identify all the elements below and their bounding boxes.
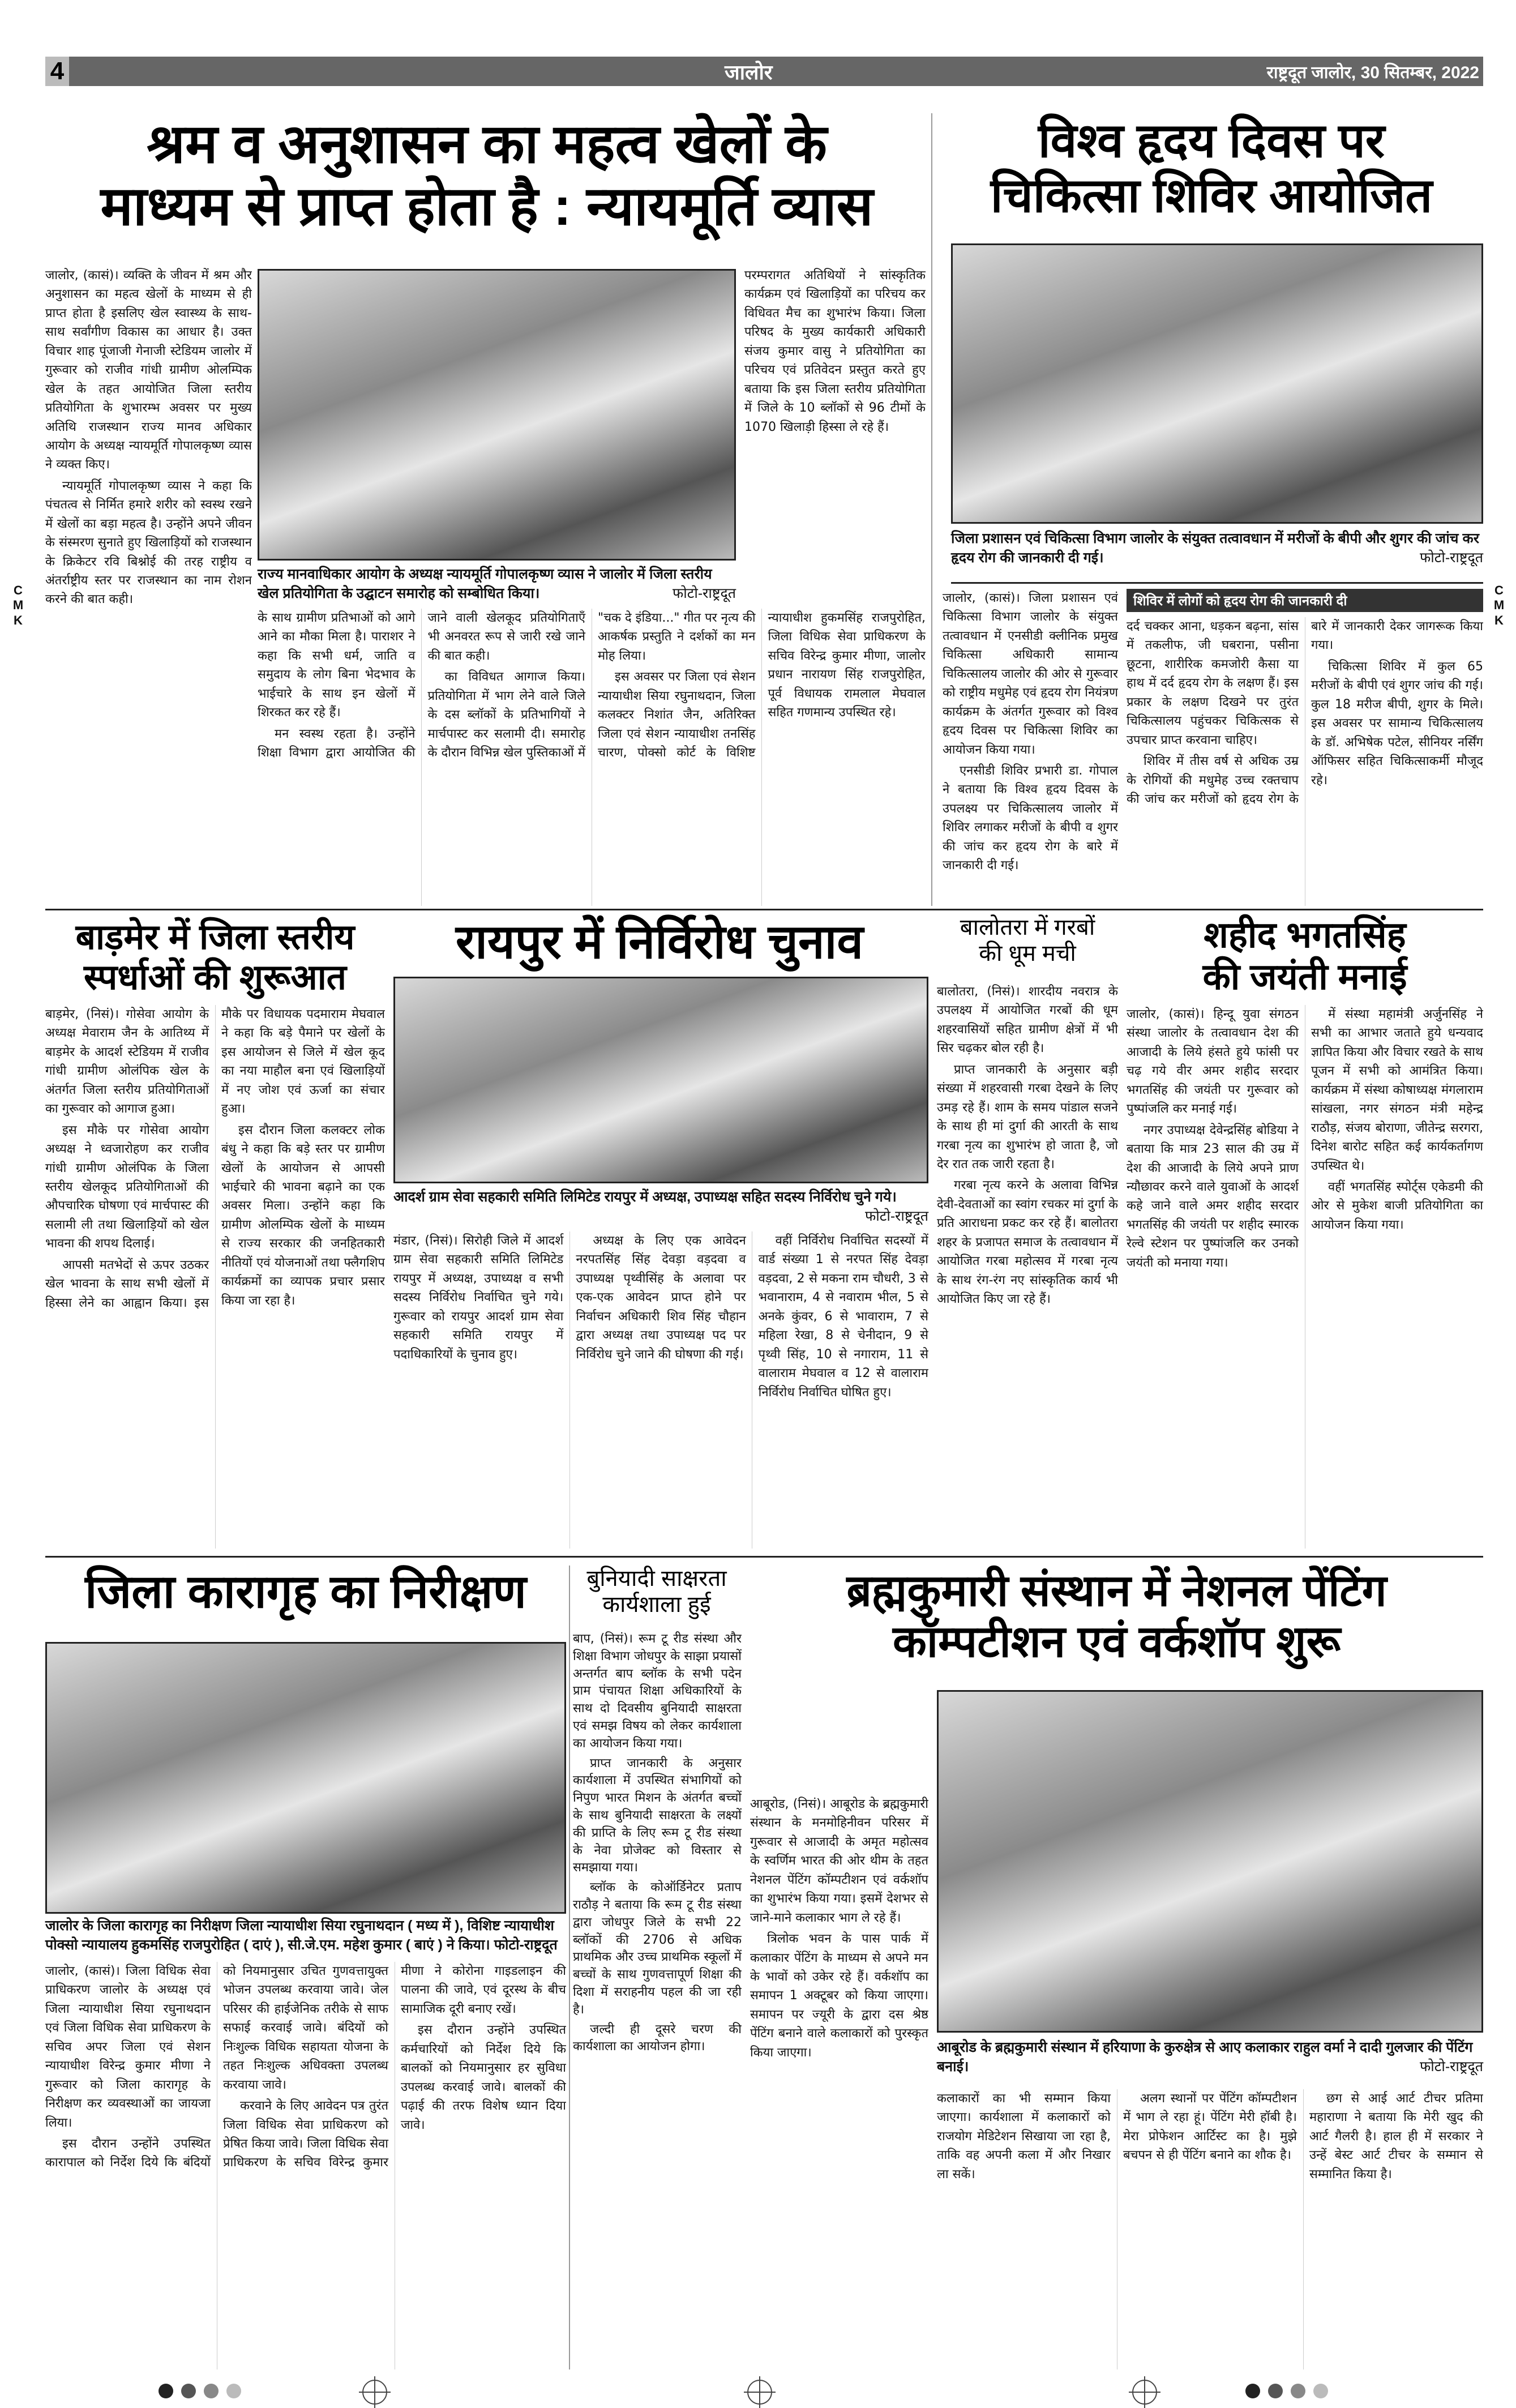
registration-mark-icon bbox=[747, 2380, 772, 2405]
photo-credit: फोटो-राष्ट्रदूत bbox=[1420, 2058, 1483, 2075]
dot bbox=[1268, 2384, 1283, 2398]
lead-paragraph: जालोर, (कासं)। व्यक्ति के जीवन में श्रम और अनुशासन का महत्व खेलों के माध्यम से ही प्राप्त होता है इसलिए खेल स्वास्थ्य के साथ-साथ सर्वांगीण विकास का आधार है। उक्त विचार शाह पूंजाजी गेनाजी स्टेडियम जालोर में गुरूवार को राजीव गांधी ग्रामीण ओलम्पिक खेल के तहत आयोजित जिला स्तरीय प्रतियोगिता के शुभारम्भ अवसर पर मुख्य अतिथि राजस्थान राज्य मानव अधिकार आयोग के अध्यक्ष न्यायमूर्ति गोपालकृष्ण व्यास ने व्यक्त किए। bbox=[45, 268, 252, 472]
paragraph: इस मौके पर गोसेवा आयोग अध्यक्ष ने ध्वजारोहण कर राजीव गांधी ग्रामीण ओलंपिक के जिला स्तरीय खेलकूद प्रतियोगिताओं की औपचारिक घोषणा एवं मार्चपास्ट की सलामी ली तथा खिलाड़ियों को खेल भावना की शपथ दिलाई। bbox=[45, 1123, 209, 1251]
row-divider bbox=[45, 1556, 1483, 1558]
headline-line: ब्रह्मकुमारी संस्थान में नेशनल पेंटिंग bbox=[846, 1566, 1387, 1615]
story2-photo bbox=[951, 243, 1483, 524]
paragraph: कलाकारों का भी सम्मान किया जाएगा। कार्यशाला में कलाकारों को राजयोग मेडिटेशन सिखाया जा रहा है, ताकि वह अपनी कला में और निखार ला सकें। bbox=[937, 2092, 1111, 2182]
paragraph: का विविधत आगाज किया। प्रतियोगिता में भाग लेने वाले जिले के दस ब्लॉकों के प्रतिभागियों ने मार्चपास्ट कर सलामी दी। समारोह के दौरान विभिन्न खेल पुस्तिकाओं में "चक दे इंडिया..." गीत पर नृत्य की आकर्षक प्रस्तुति ने दर्शकों का मन मोह लिया। bbox=[427, 611, 756, 760]
mark-k: K bbox=[1494, 613, 1504, 627]
cmyk-mark-left bbox=[11, 583, 25, 628]
dot bbox=[1291, 2384, 1305, 2398]
story4-caption bbox=[393, 1188, 928, 1226]
caption-text: जालोर के जिला कारागृह का निरीक्षण जिला न्यायाधीश सिया रघुनाथदान ( मध्य में ), विशिष्ट न्यायाधीश पोक्सो न्यायालय हुकमसिंह राजपुरोहित ( दाएं ), सी.जे.एम. महेश कुमार ( बाएं ) ने किया। bbox=[45, 1918, 554, 1953]
caption-text: जिला प्रशासन एवं चिकित्सा विभाग जालोर के संयुक्त तत्वावधान में मरीजों के बीपी और शुगर की जांच कर हृदय रोग की जानकारी दी गई। bbox=[951, 531, 1479, 566]
paragraph: जल्दी ही दूसरे चरण की कार्यशाला का आयोजन होगा। bbox=[573, 2022, 742, 2054]
story5-headline bbox=[934, 914, 1121, 966]
story9-body-left bbox=[750, 1795, 928, 2369]
headline-line: बाड़मेर में जिला स्तरीय bbox=[75, 918, 355, 957]
dot bbox=[204, 2384, 219, 2398]
paragraph: न्यायमूर्ति गोपालकृष्ण व्यास ने कहा कि पंचतत्व से निर्मित हमारे शरीर को स्वस्थ रखने में खेलों का बड़ा महत्व है। उन्होंने अपने जीवन के संस्मरण सुनाते हुए खिलाड़ियों को राजस्थान के क्रिकेटर रवि बिश्नोई की तरह राष्ट्रीय व अंतर्राष्ट्रीय स्तर पर राजस्थान का नाम रोशन करने की बात कही। bbox=[45, 478, 252, 607]
color-dots-left bbox=[159, 2384, 249, 2401]
headline-line: की जयंती मनाई bbox=[1202, 956, 1407, 997]
story1-lead bbox=[45, 266, 252, 906]
story3-body bbox=[45, 1005, 385, 1549]
mark-m: M bbox=[1493, 598, 1505, 613]
paragraph: शिविर में तीस वर्ष से अधिक उम्र के रोगियों की मधुमेह उच्च रक्तचाप की जांच कर मरीजों को हृदय रोग के बारे में जानकारी देकर जागरूक किया गया। bbox=[1127, 619, 1483, 806]
headline-line: बुनियादी साक्षरता bbox=[586, 1566, 727, 1591]
story8-body bbox=[573, 1631, 742, 2369]
paragraph: एनसीडी शिविर प्रभारी डा. गोपाल ने बताया कि विश्व हृदय दिवस के उपलक्ष्य पर चिकित्सालय जालोर में शिविर लगाकर मरीजों के बीपी व शुगर की जांच कर हृदय रोग के बारे में जानकारी दी गई। bbox=[943, 763, 1118, 873]
story7-photo bbox=[45, 1642, 566, 1914]
paragraph: नगर उपाध्यक्ष देवेन्द्रसिंह बोडिया ने बताया कि मात्र 23 साल की उम्र में देश की आजादी के लिये अपने प्राण न्यौछावर करने वाले युवाओं के आदर्श कहे जाने वाले अमर शहीद सरदार भगतसिंह की जयंती पर शहीद स्मारक रेल्वे स्टेशन पर पुष्पांजलि कर उनको जयंती को मनाया गया। bbox=[1127, 1123, 1299, 1270]
registration-mark-icon bbox=[362, 2380, 387, 2405]
column-divider bbox=[931, 113, 932, 906]
paragraph: मंडार, (निसं)। सिरोही जिले में आदर्श ग्राम सेवा सहकारी समिति लिमिटेड रायपुर में अध्यक्ष, उपाध्यक्ष व सभी सदस्य निर्विरोध निर्वाचित चुने गये। गुरूवार को रायपुर आदर्श ग्राम सेवा सहकारी समिति रायपुर में पदाधिकारियों के चुनाव हुए। bbox=[393, 1234, 564, 1362]
dateline: राष्ट्रदूत जालोर, 30 सितम्बर, 2022 bbox=[1266, 63, 1479, 82]
caption-text: आबूरोड के ब्रह्मकुमारी संस्थान में हरियाणा के कुरुक्षेत्र से आए कलाकार राहुल वर्मा ने दादी गुलजार की पेंटिंग बनाई। bbox=[937, 2039, 1473, 2075]
paragraph: बालोतरा, (निसं)। शारदीय नवरात्र के उपलक्ष्य में आयोजित गरबों की धूम शहरवासियों सहित ग्रामीण क्षेत्रों में भी सिर चढ़कर बोल रही है। bbox=[937, 985, 1118, 1056]
dot bbox=[159, 2384, 173, 2398]
story7-body bbox=[45, 1962, 566, 2369]
paragraph: जालोर, (कासं)। हिन्दू युवा संगठन संस्था जालोर के तत्वावधान देश की आजादी के लिये हंसते हुये फांसी पर चढ़ गये वीर अमर शहीद सरदार भगतसिंह की जयंती पर गुरूवार को पुष्पांजलि कर मनाई गई। bbox=[1127, 1007, 1299, 1117]
row-divider bbox=[45, 909, 1483, 910]
paragraph: जालोर, (कासं)। जिला प्रशासन एवं चिकित्सा विभाग जालोर के संयुक्त तत्वावधान में एनसीडी क्लीनिक प्रमुख चिकित्सा अधिकारी सामान्य चिकित्सालय जालोर की ओर से गुरूवार को राष्ट्रीय मधुमेह एवं हृदय रोग नियंत्रण कार्यक्रम के अंतर्गत गुरूवार को विश्व हृदय दिवस पर चिकित्सा शिविर का आयोजन किया गया। bbox=[943, 591, 1118, 757]
story2-body-right bbox=[1127, 617, 1483, 906]
story6-body bbox=[1127, 1005, 1483, 1549]
headline-line: कॉम्पटीशन एवं वर्कशॉप शुरू bbox=[892, 1616, 1341, 1666]
story7-caption bbox=[45, 1917, 566, 1955]
cmyk-mark-right bbox=[1492, 583, 1506, 628]
paragraph: इस दौरान जिला कलक्टर लोक बंधु ने कहा कि बड़े स्तर पर ग्रामीण खेलों के आयोजन से आपसी भाईचारे की भावना बढ़ाने का एक अवसर मिला। उन्होंने कहा कि ग्रामीण ओलम्पिक खेलों के माध्यम से राज्य सरकार की जनहितकारी नीतियों एवं योजनाओं तथा फ्लैगशिप कार्यक्रमों का व्यापक प्रचार प्रसार किया जा रहा है। bbox=[221, 1123, 385, 1308]
paragraph: जालोर, (कासं)। जिला विधिक सेवा प्राधिकरण जालोर के अध्यक्ष एवं जिला न्यायाधीश सिया रघुनाथदान एवं जिला विधिक सेवा प्राधिकरण के सचिव अपर जिला एवं सेशन न्यायाधीश विरेन्द्र कुमार मीणा ने गुरूवार को जिला कारागृह के निरीक्षण कर व्यवस्थाओं का जायजा लिया। bbox=[45, 1964, 211, 2130]
paragraph: के साथ ग्रामीण प्रतिभाओं को आगे आने का मौका मिला है। पाराशर ने कहा कि सभी धर्म, जाति व समुदाय के लोग बिना भेदभाव के भाईचारे के साथ इन खेलों में शिरकत कर रहे हैं। bbox=[258, 611, 416, 720]
column-divider bbox=[569, 1566, 570, 2369]
headline-line: शहीद भगतसिंह bbox=[1204, 914, 1406, 955]
headline-line: चिकित्सा शिविर आयोजित bbox=[990, 168, 1433, 222]
story3-headline bbox=[45, 917, 385, 998]
photo-credit: फोटो-राष्ट्रदूत bbox=[673, 585, 736, 601]
story2-headline bbox=[940, 113, 1483, 223]
paragraph: इस दौरान उन्होंने उपस्थित कर्मचारियों को निर्देश दिये कि बालकों को नियमानुसार हर सुविधा उपलब्ध करवाई जावे। बालकों की पढ़ाई की तरफ विशेष ध्यान दिया जावे। bbox=[401, 2023, 566, 2132]
mark-m: M bbox=[12, 598, 24, 613]
paragraph: आपसी मतभेदों से ऊपर उठकर खेल भावना के साथ सभी खेलों में हिस्सा लेने का आह्वान किया। इस मौके पर विधायक पदमाराम मेघवाल ने कहा कि बड़े पैमाने पर खेलों के इस आयोजन से जिले में खेल कूद का नया माहौल बना एवं खिलाड़ियों में नए जोश एवं ऊर्जा का संचार हुआ। bbox=[45, 1007, 385, 1310]
dot bbox=[181, 2384, 196, 2398]
story1-headline bbox=[45, 113, 928, 238]
paragraph: अध्यक्ष के लिए एक आवेदन नरपतसिंह सिंह देवड़ा वड़दवा व उपाध्यक्ष पृथ्वीसिंह के अलावा पर एक-एक आवेदन प्राप्त होने पर निर्वाचन अधिकारी शिव सिंह चौहान द्वारा अध्यक्ष तथा उपाध्यक्ष पद पर निर्विरोध चुने जाने की घोषणा की गई। bbox=[576, 1234, 746, 1362]
dot bbox=[1245, 2384, 1260, 2398]
story7-headline: जिला कारागृह का निरीक्षण bbox=[85, 1566, 526, 1618]
story2-subhead: शिविर में लोगों को हृदय रोग की जानकारी दी bbox=[1127, 589, 1483, 612]
photo-credit: फोटो-राष्ट्रदूत bbox=[865, 1208, 928, 1224]
story1-body bbox=[258, 609, 926, 906]
story1-photo bbox=[258, 269, 736, 561]
story4-headline: रायपुर में निर्विरोध चुनाव bbox=[455, 915, 864, 968]
story9-body bbox=[937, 2089, 1483, 2369]
paragraph: त्रिलोक भवन के पास पार्क में कलाकार पेंटिंग के माध्यम से अपने मन के भावों को उकेर रहे हैं। वर्कशॉप का समापन 1 अक्टूबर को किया जाएगा। समापन पर ज्यूरी के द्वारा दस श्रेष्ठ पेंटिंग बनाने वाले कलाकारों को पुरस्कृत किया जाएगा। bbox=[750, 1932, 928, 2060]
paragraph: आबूरोड, (निसं)। आबूरोड के ब्रह्मकुमारी संस्थान के मनमोहिनीवन परिसर में गुरूवार से आजादी के अमृत महोत्सव के स्वर्णिम भारत की ओर थीम के तहत नेशनल पेंटिंग कॉम्पटीशन एवं वर्कशॉप का शुभारंभ किया गया। इसमें देशभर से जाने-माने कलाकार भाग ले रहे हैं। bbox=[750, 1797, 928, 1925]
headline-line: स्पर्धाओं की शुरूआत bbox=[83, 958, 347, 998]
paragraph: इस अवसर पर जिला एवं सेशन न्यायाधीश सिया रघुनाथदान, जिला कलक्टर निशांत जैन, अतिरिक्त जिला एवं सेशन न्यायाधीश तनसिंह चारण, पोक्सो कोर्ट के विशिष्ट न्यायाधीश हुकमसिंह राजपुरोहित, जिला विधिक सेवा प्राधिकरण के सचिव विरेन्द्र कुमार मीणा, जालोर प्रधान नारायण सिंह राजपुरोहित, पूर्व विधायक रामलाल मेघवाल सहित गणमान्य उपस्थित रहे। bbox=[598, 611, 926, 760]
paragraph: वहीं निर्विरोध निर्वाचित सदस्यों में वार्ड संख्या 1 से नरपत सिंह देवड़ा वड़दवा, 2 से मकना राम चौधरी, 3 से भवानाराम, 4 से नवाराम भील, 5 से अनके कुंवर, 6 से भावाराम, 7 से महिला रेखा, 8 से चेनीदान, 9 से पृथ्वी सिंह, 10 से नगाराम, 11 से वालाराम मेघवाल व 12 से वालाराम निर्विरोध निर्वाचित घोषित हुए। bbox=[758, 1234, 928, 1400]
caption-text: आदर्श ग्राम सेवा सहकारी समिति लिमिटेड रायपुर में अध्यक्ष, उपाध्यक्ष सहित सदस्य निर्विरोध चुने गये। bbox=[393, 1189, 897, 1205]
story9-headline bbox=[750, 1566, 1483, 1667]
paragraph: प्राप्त जानकारी के अनुसार कार्यशाला में उपस्थित संभागियों को निपुण भारत मिशन के अंतर्गत बच्चों के साथ बुनियादी साक्षरता के लक्ष्यों की प्राप्ति के लिए रूम टू रीड संस्था के नेवा प्रोजेक्ट को विस्तार से समझाया गया। bbox=[573, 1756, 742, 1875]
paragraph: प्राप्त जानकारी के अनुसार बड़ी संख्या में शहरवासी गरबा देखने के लिए उमड़ रहे हैं। शाम के समय पांडाल सजने के साथ ही मां दुर्गा की आरती के साथ गरबा नृत्य का शुभारंभ हो जाता है, जो देर रात तक जारी रहता है। bbox=[937, 1062, 1118, 1171]
paragraph: इस दौरान उन्होंने उपस्थित कारापाल को निर्देश दिये कि बंदियों को नियमानुसार उचित गुणवत्तायुक्त भोजन उपलब्ध करवाया जावे। जेल परिसर की हाईजेनिक तरीके से साफ सफाई करवाई जावे। बंदियों को निःशुल्क विधिक सहायता योजना के तहत निःशुल्क अधिवक्ता उपलब्ध करवाया जावे। bbox=[45, 1964, 388, 2170]
paragraph: छग से आई आर्ट टीचर प्रतिमा महाराणा ने बताया कि मेरी खुद की आर्ट गैलरी है। हाल ही में सरकार ने उन्हें बेस्ट आर्ट टीचर के सम्मान से सम्मानित किया है। bbox=[1309, 2092, 1483, 2182]
mark-c: C bbox=[1494, 583, 1504, 597]
dot bbox=[226, 2384, 241, 2398]
paragraph: परम्परागत अतिथियों ने सांस्कृतिक कार्यक्रम एवं खिलाड़ियों का परिचय कर विधिवत मैच का शुभारंभ किया। जिला परिषद के मुख्य कार्यकारी अधिकारी संजय कुमार वासु ने प्रतियोगिता का परिचय एवं प्रतिवेदन प्रस्तुत करते हुए बताया कि इस जिला स्तरीय प्रतियोगिता में जिले के 10 ब्लॉकों से 96 टीमों के 1070 खिलाड़ी हिस्सा ले रहे हैं। bbox=[744, 268, 926, 434]
headline-line: बालोतरा में गरबों bbox=[960, 915, 1095, 940]
story9-photo bbox=[937, 1690, 1483, 2033]
section-name: जालोर bbox=[725, 61, 773, 84]
paragraph: गरबा नृत्य करने के अलावा विभिन्न देवी-देवताओं का स्वांग रचकर मां दुर्गा के प्रति आराधना प्रकट कर रहे हैं। बालोतरा शहर के प्रजापत समाज के तत्वावधान में आयोजित गरबा महोत्सव में गरबा नृत्य के साथ रंग-रंग नए सांस्कृतिक कार्य भी आयोजित किए जा रहे हैं। bbox=[937, 1178, 1118, 1306]
paragraph: चिकित्सा शिविर में कुल 65 मरीजों के बीपी एवं शुगर जांच की गई। कुल 18 मरीज बीपी, शुगर के मिले। इस अवसर पर सामान्य चिकित्सालय के डॉ. अभिषेक पटेल, सीनियर नर्सिंग ऑफिसर सहित चिकित्साकर्मी मौजूद रहे। bbox=[1311, 659, 1483, 788]
color-dots-right bbox=[1245, 2384, 1336, 2401]
headline-line: विश्व हृदय दिवस पर bbox=[1038, 114, 1385, 167]
mark-k: K bbox=[14, 613, 23, 627]
headline-line: माध्यम से प्राप्त होता है : न्यायमूर्ति व्यास bbox=[100, 176, 873, 237]
story4-photo bbox=[393, 977, 928, 1183]
mark-c: C bbox=[14, 583, 23, 597]
paragraph: बाड़मेर, (निसं)। गोसेवा आयोग के अध्यक्ष मेवाराम जैन के आतिथ्य में बाड़मेर के आदर्श स्टेडियम में राजीव गांधी ग्रामीण ओलंपिक खेल के अंतर्गत जिला स्तरीय प्रतियोगिताओं का गुरूवार को आगाज हुआ। bbox=[45, 1007, 209, 1117]
photo-credit: फोटो-राष्ट्रदूत bbox=[1420, 549, 1483, 566]
paragraph: दर्द चक्कर आना, धड़कन बढ़ना, सांस में तकलीफ, जी घबराना, पसीना छूटना, शारीरिक कमजोरी कैसा या हाथ में दर्द हृदय रोग के लक्षण हैं। इस प्रकार के लक्षण दिखने पर तुरंत चिकित्सालय पहुंचकर चिकित्सक से उपचार प्राप्त करवाना चाहिए। bbox=[1127, 619, 1299, 747]
headline-line: की धूम मची bbox=[979, 941, 1076, 966]
page-number: 4 bbox=[45, 57, 69, 86]
paragraph: वहीं भगतसिंह स्पोर्ट्स एकेडमी की ओर से मुकेश बाजी प्रतियोगिता का आयोजन किया गया। bbox=[1311, 1179, 1483, 1232]
paragraph: अलग स्थानों पर पेंटिंग कॉम्पटीशन में भाग ले रहा हूं। पेंटिंग मेरी हॉबी है। मेरा प्रोफेशन आर्टिस्ट का है। मुझे बचपन से ही पेंटिंग बनाने का शौक है। bbox=[1123, 2092, 1297, 2163]
divider bbox=[951, 582, 1483, 584]
story2-body-left bbox=[943, 589, 1118, 906]
story1-side-column bbox=[744, 266, 926, 600]
headline-line: कार्यशाला हुई bbox=[602, 1592, 711, 1617]
caption-text: राज्य मानवाधिकार आयोग के अध्यक्ष न्यायमूर्ति गोपालकृष्ण व्यास ने जालोर में जिला स्तरीय खेल प्रतियोगिता के उद्घाटन समारोह को सम्बोधित किया। bbox=[258, 566, 712, 601]
paragraph: बाप, (निसं)। रूम टू रीड संस्था और शिक्षा विभाग जोधपुर के साझा प्रयासों अन्तर्गत बाप ब्लॉक के सभी पदेन प्राम पंचायत शिक्षा अधिकारियों के साथ दो दिवसीय बुनियादी साक्षरता एवं समझ विषय को लेकर कार्यशाला का आयोजन किया गया। bbox=[573, 1632, 742, 1751]
headline-line: श्रम व अनुशासन का महत्व खेलों के bbox=[147, 114, 827, 174]
story4-body bbox=[393, 1231, 928, 1549]
story8-headline bbox=[572, 1566, 742, 1618]
photo-credit: फोटो-राष्ट्रदूत bbox=[494, 1936, 558, 1953]
paragraph: में संस्था महामंत्री अर्जुनसिंह ने सभी का आभार जताते हुये धन्यवाद ज्ञापित किया और विचार रखते के साथ पूजन में सभी को आमंत्रित किया। कार्यक्रम में संस्था कोषाध्यक्ष मंगलाराम सांखला, नगर संगठन मंत्री महेन्द्र राठौड़, संजय बोराणा, जीतेन्द्र सरगरा, दिनेश बारोट सहित कई कार्यकर्तागण उपस्थित थे। bbox=[1311, 1007, 1483, 1173]
dot bbox=[1313, 2384, 1328, 2398]
story5-body bbox=[937, 982, 1118, 1549]
story6-headline bbox=[1127, 914, 1483, 998]
story2-caption bbox=[951, 529, 1483, 568]
story1-caption bbox=[258, 565, 736, 604]
story9-caption bbox=[937, 2038, 1483, 2077]
paragraph: करवाने के लिए आवेदन पत्र तुरंत जिला विधिक सेवा प्राधिकरण को प्रेषित किया जावे। जिला विधिक सेवा प्राधिकरण के सचिव विरेन्द्र कुमार मीणा ने कोरोना गाइडलाइन की पालना की जावे, एवं दूरस्थ के बीच सामाजिक दूरी बनाए रखें। bbox=[223, 1964, 566, 2170]
paragraph: मन स्वस्थ रहता है। उन्होंने शिक्षा विभाग द्वारा आयोजित की जाने वाली खेलकूद प्रतियोगिताएँ भी अनवरत रूप से जारी रखे जाने की बात कही। bbox=[258, 611, 585, 760]
registration-mark-icon bbox=[1132, 2380, 1157, 2405]
paragraph: ब्लॉक के कोऑर्डिनेटर प्रताप राठौड़ ने बताया कि रूम टू रीड संस्था द्वारा जोधपुर जिले के सभी 22 ब्लॉकों की 2706 से अधिक प्राथमिक और उच्च प्राथमिक स्कूलों में बच्चों के साथ गुणवत्तापूर्ण शिक्षा की दिशा में सराहनीय पहल की जा रही है। bbox=[573, 1880, 742, 2017]
